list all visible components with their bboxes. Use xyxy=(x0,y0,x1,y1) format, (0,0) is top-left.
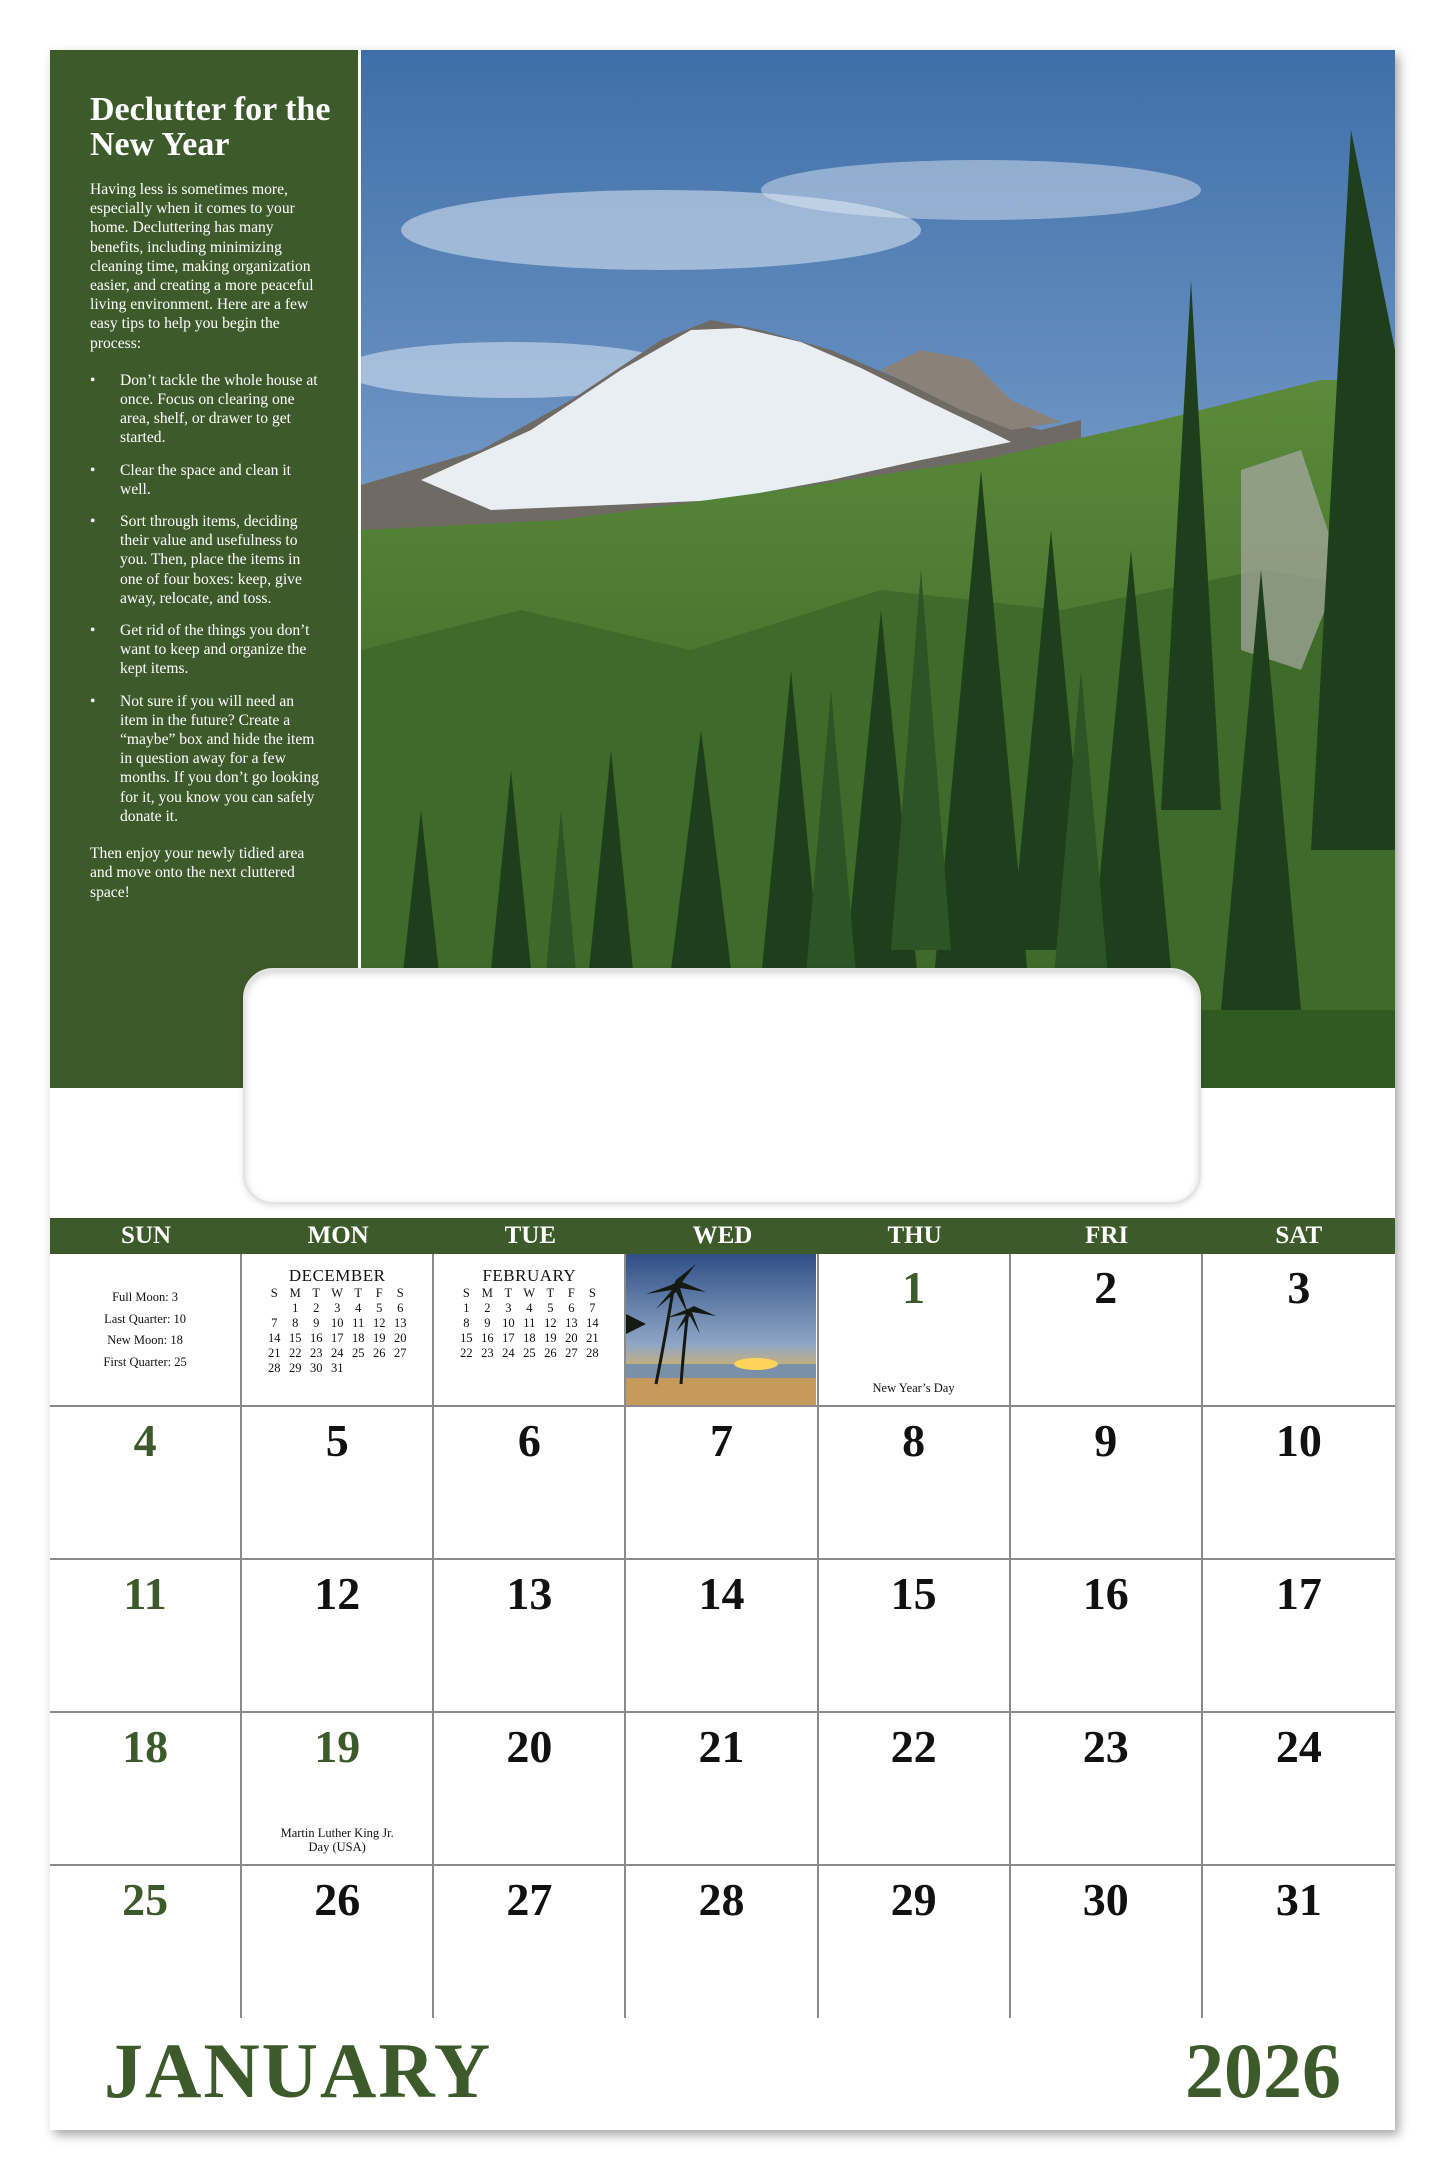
day-cell xyxy=(242,1866,434,2018)
month-title: JANUARY xyxy=(104,2027,493,2114)
tip-item: • Sort through items, deciding their value and usefulness to you. Then, place the items in one of four boxes: keep, give away, relocate, and toss. xyxy=(120,512,322,608)
day-number: 11 xyxy=(123,1568,167,1619)
weeks xyxy=(50,1254,1395,2018)
day-cell xyxy=(434,1866,626,2018)
mini-calendar-weekday: W xyxy=(523,1286,536,1300)
moon-phase: New Moon: 18 xyxy=(107,1333,183,1347)
day-cell xyxy=(50,1560,242,1711)
beach-sunset-photo xyxy=(626,1254,816,1405)
tip-item: • Don’t tackle the whole house at once. Focus on clearing one area, shelf, or drawer to get started. xyxy=(120,371,322,448)
day-cell xyxy=(626,1407,818,1558)
day-number: 24 xyxy=(1275,1721,1322,1772)
day-cell xyxy=(1011,1713,1203,1864)
day-number: 10 xyxy=(1275,1415,1322,1466)
article-closing: Then enjoy your newly tidied area and move onto the next cluttered space! xyxy=(90,845,305,901)
week-row xyxy=(50,1713,1395,1866)
moon-phase: Full Moon: 3 xyxy=(112,1290,179,1304)
mini-calendar-weekday: F xyxy=(375,1286,383,1300)
day-number: 25 xyxy=(122,1874,169,1925)
mini-calendar-day: 18 xyxy=(523,1331,536,1345)
mini-calendar-day: 8 xyxy=(463,1316,470,1330)
mini-calendar-week xyxy=(264,1301,411,1316)
mini-calendar-day: 13 xyxy=(393,1316,407,1330)
holiday-label: New Year’s Day xyxy=(872,1381,955,1395)
mini-calendar-week xyxy=(456,1316,603,1331)
mini-calendar-day: 1 xyxy=(292,1301,299,1315)
mini-calendar-day: 6 xyxy=(397,1301,404,1315)
mini-calendar-day: 27 xyxy=(565,1346,578,1360)
mini-calendar-day: 18 xyxy=(351,1331,365,1345)
day-number: 2 xyxy=(1094,1262,1118,1313)
day-cell xyxy=(242,1713,434,1864)
mini-calendar-next xyxy=(434,1268,624,1361)
day-cell xyxy=(1203,1560,1395,1711)
day-number: 26 xyxy=(314,1874,361,1925)
mini-calendar-day: 24 xyxy=(502,1346,515,1360)
mini-calendar-weekday: S xyxy=(588,1286,596,1300)
mountain-landscape-photo xyxy=(361,50,1395,1088)
moon-phase: First Quarter: 25 xyxy=(103,1354,187,1369)
day-cell xyxy=(50,1866,242,2018)
mini-calendar-day: 2 xyxy=(313,1301,320,1315)
mini-calendar-week xyxy=(456,1301,603,1316)
day-number: 5 xyxy=(325,1415,349,1466)
mini-calendar-day: 14 xyxy=(267,1331,281,1345)
weekday-label: MON xyxy=(307,1222,369,1249)
mini-calendar-day: 22 xyxy=(460,1346,473,1360)
day-cell xyxy=(50,1407,242,1558)
day-cell xyxy=(1203,1866,1395,2018)
mini-calendar-day: 27 xyxy=(393,1346,407,1360)
mini-calendar-week xyxy=(264,1331,411,1346)
mini-calendar-day: 28 xyxy=(267,1361,281,1375)
mini-calendar-title: FEBRUARY xyxy=(482,1266,577,1285)
mini-calendar-day: 26 xyxy=(372,1346,386,1360)
day-cell xyxy=(819,1254,1011,1405)
day-number: 17 xyxy=(1275,1568,1322,1619)
mini-calendar-day: 23 xyxy=(481,1346,494,1360)
day-cell xyxy=(434,1713,626,1864)
day-number: 29 xyxy=(890,1874,937,1925)
day-cell xyxy=(819,1560,1011,1711)
mini-calendar-day: 1 xyxy=(463,1301,470,1315)
mini-calendar-day: 13 xyxy=(565,1316,578,1330)
mini-calendar-day: 20 xyxy=(393,1331,407,1345)
tip-item: • Get rid of the things you don’t want to keep and organize the kept items. xyxy=(120,621,322,679)
mini-calendar-day: 8 xyxy=(292,1316,299,1330)
mini-calendar-day: 25 xyxy=(523,1346,536,1360)
mini-calendar-day: 24 xyxy=(330,1346,344,1360)
mini-calendar-weekday: S xyxy=(462,1286,470,1300)
mini-calendar-day: 6 xyxy=(568,1301,575,1315)
article-intro: Having less is sometimes more, especially when it comes to your home. Decluttering has many benefits, including minimizing cleaning time, making organization easier, and creating a more peaceful living environment. Here are a few easy tips to help you begin the process: xyxy=(90,181,314,352)
day-number: 8 xyxy=(902,1415,926,1466)
day-cell xyxy=(1011,1254,1203,1405)
mini-calendar-day: 16 xyxy=(309,1331,323,1345)
mini-calendar-day: 4 xyxy=(526,1301,533,1315)
day-number: 13 xyxy=(506,1568,553,1619)
day-number: 30 xyxy=(1082,1874,1129,1925)
mini-calendar-day: 16 xyxy=(481,1331,494,1345)
day-number: 18 xyxy=(122,1721,169,1772)
article-sidebar xyxy=(50,50,358,1088)
beach-sunset-photo-cell xyxy=(626,1254,818,1405)
mini-calendar-week xyxy=(264,1346,411,1361)
day-number: 31 xyxy=(1275,1874,1322,1925)
day-cell xyxy=(819,1407,1011,1558)
mini-calendar-prev xyxy=(242,1268,432,1376)
day-number: 3 xyxy=(1287,1262,1311,1313)
day-cell xyxy=(434,1560,626,1711)
day-cell xyxy=(1203,1407,1395,1558)
mini-calendar-day: 19 xyxy=(372,1331,386,1345)
calendar-page xyxy=(50,50,1395,2130)
mini-calendar-day: 11 xyxy=(523,1316,536,1330)
mini-calendar-day: 3 xyxy=(334,1301,341,1315)
moon-phase: Last Quarter: 10 xyxy=(104,1311,187,1326)
mini-calendar-day: 3 xyxy=(505,1301,512,1315)
weekday-label: FRI xyxy=(1085,1222,1129,1249)
mini-calendar-day: 26 xyxy=(544,1346,557,1360)
day-cell xyxy=(242,1560,434,1711)
mini-calendar-day: 5 xyxy=(376,1301,383,1315)
mini-calendar-prev-cell xyxy=(242,1254,434,1405)
day-number: 15 xyxy=(890,1568,937,1619)
mini-calendar-day: 19 xyxy=(544,1331,557,1345)
mini-calendar-week xyxy=(456,1331,603,1346)
mini-calendar-day: 15 xyxy=(288,1331,302,1345)
mini-calendar-week xyxy=(264,1316,411,1331)
mini-calendar-day xyxy=(348,1361,369,1376)
mini-calendar-weekday: T xyxy=(546,1286,555,1300)
day-cell xyxy=(819,1713,1011,1864)
mini-calendar-day: 15 xyxy=(460,1331,473,1345)
weekday-label: WED xyxy=(692,1222,753,1249)
day-cell xyxy=(1011,1866,1203,2018)
day-cell xyxy=(626,1713,818,1864)
mini-calendar-week xyxy=(456,1346,603,1361)
article-title: Declutter for the New Year xyxy=(90,91,331,163)
year-title: 2026 xyxy=(1185,2027,1341,2114)
mini-calendar-weekday: M xyxy=(481,1286,493,1300)
calendar-grid xyxy=(50,1218,1395,2018)
day-number: 6 xyxy=(517,1415,541,1466)
week-row xyxy=(50,1866,1395,2018)
day-number: 4 xyxy=(133,1415,157,1466)
mini-calendar-day: 29 xyxy=(288,1361,302,1375)
day-cell xyxy=(1203,1254,1395,1405)
mini-calendar-day: 2 xyxy=(484,1301,491,1315)
mini-calendar-day: 30 xyxy=(309,1361,323,1375)
day-number: 1 xyxy=(902,1262,926,1313)
mini-calendar-day: 22 xyxy=(288,1346,302,1360)
mini-calendar-day: 21 xyxy=(586,1331,599,1345)
mini-calendar-table xyxy=(264,1286,411,1376)
day-cell xyxy=(626,1560,818,1711)
day-number: 9 xyxy=(1094,1415,1118,1466)
mini-calendar-day: 25 xyxy=(351,1346,365,1360)
moon-phases-cell xyxy=(50,1254,242,1405)
day-number: 16 xyxy=(1082,1568,1129,1619)
week-row xyxy=(50,1560,1395,1713)
day-number: 19 xyxy=(314,1721,361,1772)
mini-calendar-weekday: M xyxy=(289,1286,301,1300)
mini-calendar-day: 4 xyxy=(355,1301,362,1315)
mini-calendar-weekday: S xyxy=(270,1286,278,1300)
weekday-label: TUE xyxy=(504,1222,557,1249)
mini-calendar-day xyxy=(369,1361,390,1376)
mini-calendar-day: 9 xyxy=(313,1316,320,1330)
mini-calendar-day: 5 xyxy=(547,1301,554,1315)
day-cell xyxy=(1011,1407,1203,1558)
day-number: 7 xyxy=(709,1415,733,1466)
mini-calendar-header-row xyxy=(264,1286,411,1301)
day-cell xyxy=(626,1866,818,2018)
calendar-footer xyxy=(50,2018,1395,2130)
day-number: 22 xyxy=(890,1721,937,1772)
article-body xyxy=(90,180,322,920)
day-cell xyxy=(50,1713,242,1864)
mini-calendar-day: 11 xyxy=(352,1316,365,1330)
mini-calendar-title: DECEMBER xyxy=(288,1266,386,1285)
mini-calendar-day xyxy=(390,1361,411,1376)
mini-calendar-weekday: S xyxy=(396,1286,404,1300)
mini-calendar-day: 9 xyxy=(484,1316,491,1330)
day-number: 21 xyxy=(698,1721,745,1772)
day-number: 28 xyxy=(698,1874,745,1925)
mini-calendar-weekday: F xyxy=(567,1286,575,1300)
moon-phases xyxy=(50,1287,240,1373)
day-cell xyxy=(1203,1713,1395,1864)
day-number: 23 xyxy=(1082,1721,1129,1772)
weekday-header xyxy=(50,1218,1395,1254)
mini-calendar-day: 31 xyxy=(330,1361,344,1375)
mini-calendar-weekday: T xyxy=(504,1286,513,1300)
day-number: 20 xyxy=(506,1721,553,1772)
mini-calendar-day: 21 xyxy=(267,1346,281,1360)
weekday-label: THU xyxy=(887,1222,942,1249)
mini-calendar-day: 10 xyxy=(502,1316,515,1330)
day-cell xyxy=(1011,1560,1203,1711)
mini-calendar-day: 7 xyxy=(589,1301,596,1315)
mini-calendar-next-cell xyxy=(434,1254,626,1405)
holiday-label: Martin Luther King Jr. Day (USA) xyxy=(280,1826,394,1854)
mini-calendar-table xyxy=(456,1286,603,1361)
week-row xyxy=(50,1254,1395,1407)
day-number: 12 xyxy=(314,1568,361,1619)
mini-calendar-day: 20 xyxy=(565,1331,578,1345)
day-cell xyxy=(819,1866,1011,2018)
weekday-label: SAT xyxy=(1275,1222,1323,1249)
mini-calendar-day: 17 xyxy=(502,1331,515,1345)
mini-calendar-day: 14 xyxy=(586,1316,599,1330)
mini-calendar-day: 7 xyxy=(271,1316,278,1330)
tip-item: • Not sure if you will need an item in the future? Create a “maybe” box and hide the item in question away for a few months. If you don’t go looking for it, you know you can safely donate it. xyxy=(120,692,322,826)
mini-calendar-header-row xyxy=(456,1286,603,1301)
week-row xyxy=(50,1407,1395,1560)
mini-calendar-weekday: W xyxy=(331,1286,344,1300)
mini-calendar-weekday: T xyxy=(354,1286,362,1300)
mini-calendar-day: 17 xyxy=(330,1331,344,1345)
tips-list xyxy=(90,371,322,826)
mini-calendar-weekday: T xyxy=(312,1286,320,1300)
imprint-area xyxy=(243,968,1201,1204)
day-cell xyxy=(434,1407,626,1558)
mini-calendar-week xyxy=(264,1361,411,1376)
tip-item: • Clear the space and clean it well. xyxy=(120,461,322,499)
day-cell xyxy=(242,1407,434,1558)
mini-calendar-day: 12 xyxy=(372,1316,386,1330)
day-number: 27 xyxy=(506,1874,553,1925)
mini-calendar-day xyxy=(264,1301,285,1316)
mini-calendar-day: 10 xyxy=(330,1316,344,1330)
weekday-label: SUN xyxy=(121,1222,172,1249)
mini-calendar-day: 23 xyxy=(309,1346,323,1360)
day-number: 14 xyxy=(698,1568,745,1619)
mini-calendar-day: 28 xyxy=(586,1346,599,1360)
mini-calendar-day: 12 xyxy=(544,1316,557,1330)
